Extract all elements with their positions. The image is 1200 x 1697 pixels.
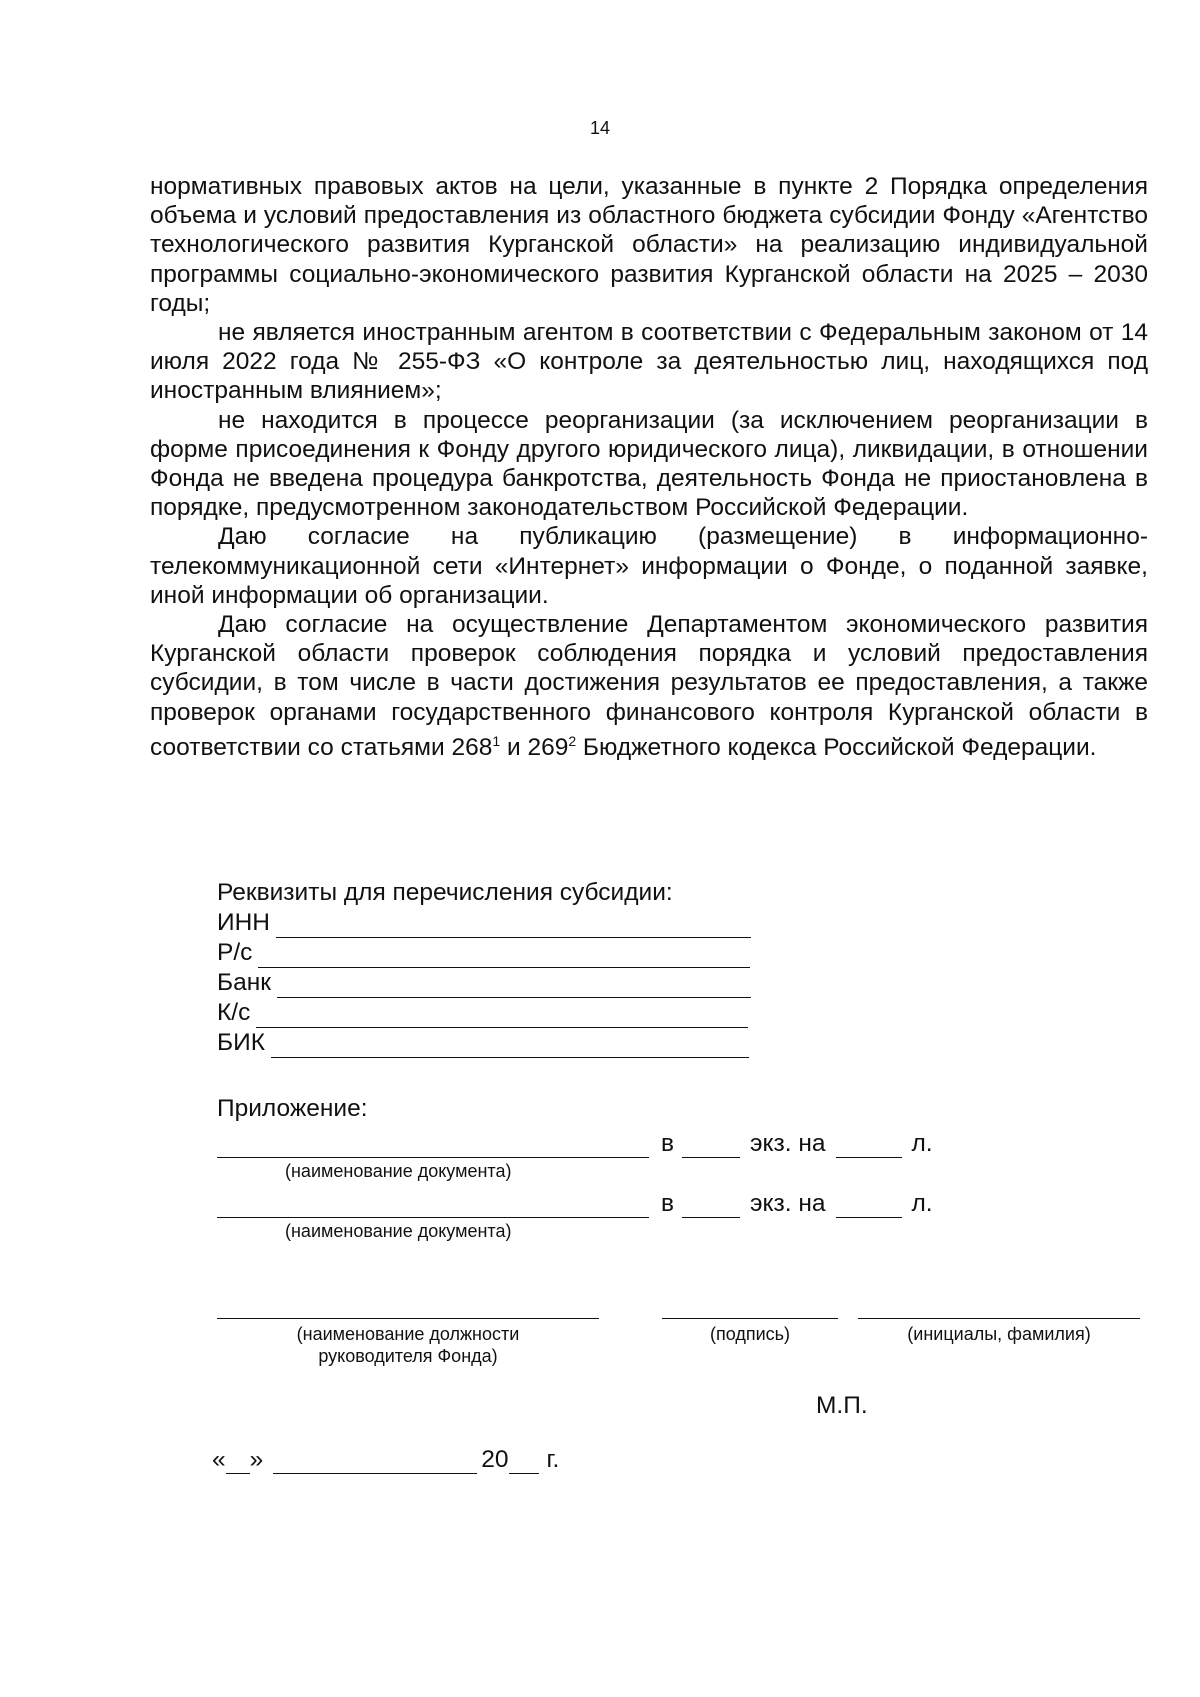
bank-row	[217, 968, 751, 998]
appendix-in-label: в	[661, 1190, 675, 1217]
appendix-row-2	[217, 1190, 933, 1218]
bik-field[interactable]	[271, 1035, 749, 1058]
sheets-count-field[interactable]	[836, 1197, 902, 1218]
month-field[interactable]	[273, 1453, 477, 1474]
corr-account-field[interactable]	[256, 1005, 748, 1028]
superscript-1: 1	[492, 732, 501, 749]
appendix-copies-label: экз. на	[750, 1190, 826, 1217]
appendix-row-1	[217, 1130, 933, 1158]
signature-column	[662, 1318, 838, 1345]
account-field[interactable]	[258, 945, 750, 968]
account-row	[217, 938, 751, 968]
bik-label: БИК	[217, 1029, 265, 1056]
position-field[interactable]	[217, 1318, 599, 1319]
appendix-copies-label: экз. на	[750, 1130, 826, 1157]
year-prefix: 20	[481, 1446, 509, 1473]
stamp-label: М.П.	[816, 1392, 868, 1419]
position-caption: (наименование должности руководителя Фонда)	[296, 1324, 520, 1366]
appendix-caption-1: (наименование документа)	[285, 1161, 512, 1181]
document-name-field[interactable]	[217, 1197, 649, 1218]
paragraph-5-text-c: Бюджетного кодекса Российской Федерации.	[576, 734, 1097, 762]
bank-label: Банк	[217, 969, 271, 996]
paragraph-5-text-b: и 269	[500, 734, 569, 762]
appendix-sheets-label: л.	[911, 1190, 933, 1217]
signature-caption: (подпись)	[709, 1324, 791, 1344]
signature-field[interactable]	[662, 1318, 838, 1319]
year-field[interactable]	[509, 1453, 539, 1474]
body-text	[150, 172, 1148, 762]
name-caption: (инициалы, фамилия)	[907, 1324, 1091, 1344]
appendix-title: Приложение:	[217, 1095, 368, 1122]
copies-count-field[interactable]	[682, 1137, 740, 1158]
bank-field[interactable]	[277, 975, 751, 998]
position-column	[217, 1318, 599, 1367]
day-field[interactable]	[226, 1453, 250, 1474]
appendix-block	[217, 1094, 933, 1244]
inn-row	[217, 908, 751, 938]
corr-account-label: К/с	[217, 999, 251, 1026]
bik-row	[217, 1028, 751, 1058]
requisites-block	[217, 878, 751, 1058]
sheets-count-field[interactable]	[836, 1137, 902, 1158]
account-label: Р/с	[217, 939, 253, 966]
paragraph-2: не является иностранным агентом в соответствии с Федеральным законом от 14 июля 2022 года № 255-ФЗ «О контроле за деятельностью лиц, находящихся под иностранным влиянием»;	[150, 319, 1148, 405]
paragraph-4: Даю согласие на публикацию (размещение) в информационно-телекоммуникационной сети «Интернет» информации о Фонде, о поданной заявке, иной информации об организации.	[150, 523, 1148, 609]
inn-label: ИНН	[217, 909, 270, 936]
year-suffix: г.	[546, 1446, 560, 1473]
paragraph-5	[150, 610, 1148, 762]
page-number: 14	[589, 118, 611, 138]
paragraph-1: нормативных правовых актов на цели, указанные в пункте 2 Порядка определения объема и условий предоставления из областного бюджета субсидии Фонду «Агентство технологического развития Курганской области» на реализацию индивидуальной программы социально-экономического развития Курганской области на 2025 – 2030 годы;	[150, 173, 1148, 317]
appendix-in-label: в	[661, 1130, 675, 1157]
date-line	[212, 1444, 559, 1474]
superscript-2: 2	[568, 732, 577, 749]
paragraph-3: не находится в процессе реорганизации (за исключением реорганизации в форме присоединения к Фонду другого юридического лица), ликвидации, в отношении Фонда не введена процедура банкротства, деятельность Фонда не приостановлена в порядке, предусмотренном законодательством Российской Федерации.	[150, 406, 1148, 522]
paragraph-5-text-a: Даю согласие на осуществление Департаментом экономического развития Курганской области проверок соблюдения порядка и условий предоставления субсидии, в том числе в части достижения результатов ее предоставления, а также проверок органами государственного финансового контроля Курганской области в соответствии со статьями 268	[150, 611, 1148, 762]
copies-count-field[interactable]	[682, 1197, 740, 1218]
name-column	[858, 1318, 1140, 1345]
document-name-field[interactable]	[217, 1137, 649, 1158]
appendix-sheets-label: л.	[911, 1130, 933, 1157]
date-open-quote: «	[212, 1446, 226, 1473]
corr-account-row	[217, 998, 751, 1028]
inn-field[interactable]	[276, 915, 751, 938]
requisites-title: Реквизиты для перечисления субсидии:	[217, 879, 673, 906]
date-close-quote: »	[249, 1446, 264, 1473]
appendix-caption-2: (наименование документа)	[285, 1221, 512, 1241]
name-field[interactable]	[858, 1318, 1140, 1319]
